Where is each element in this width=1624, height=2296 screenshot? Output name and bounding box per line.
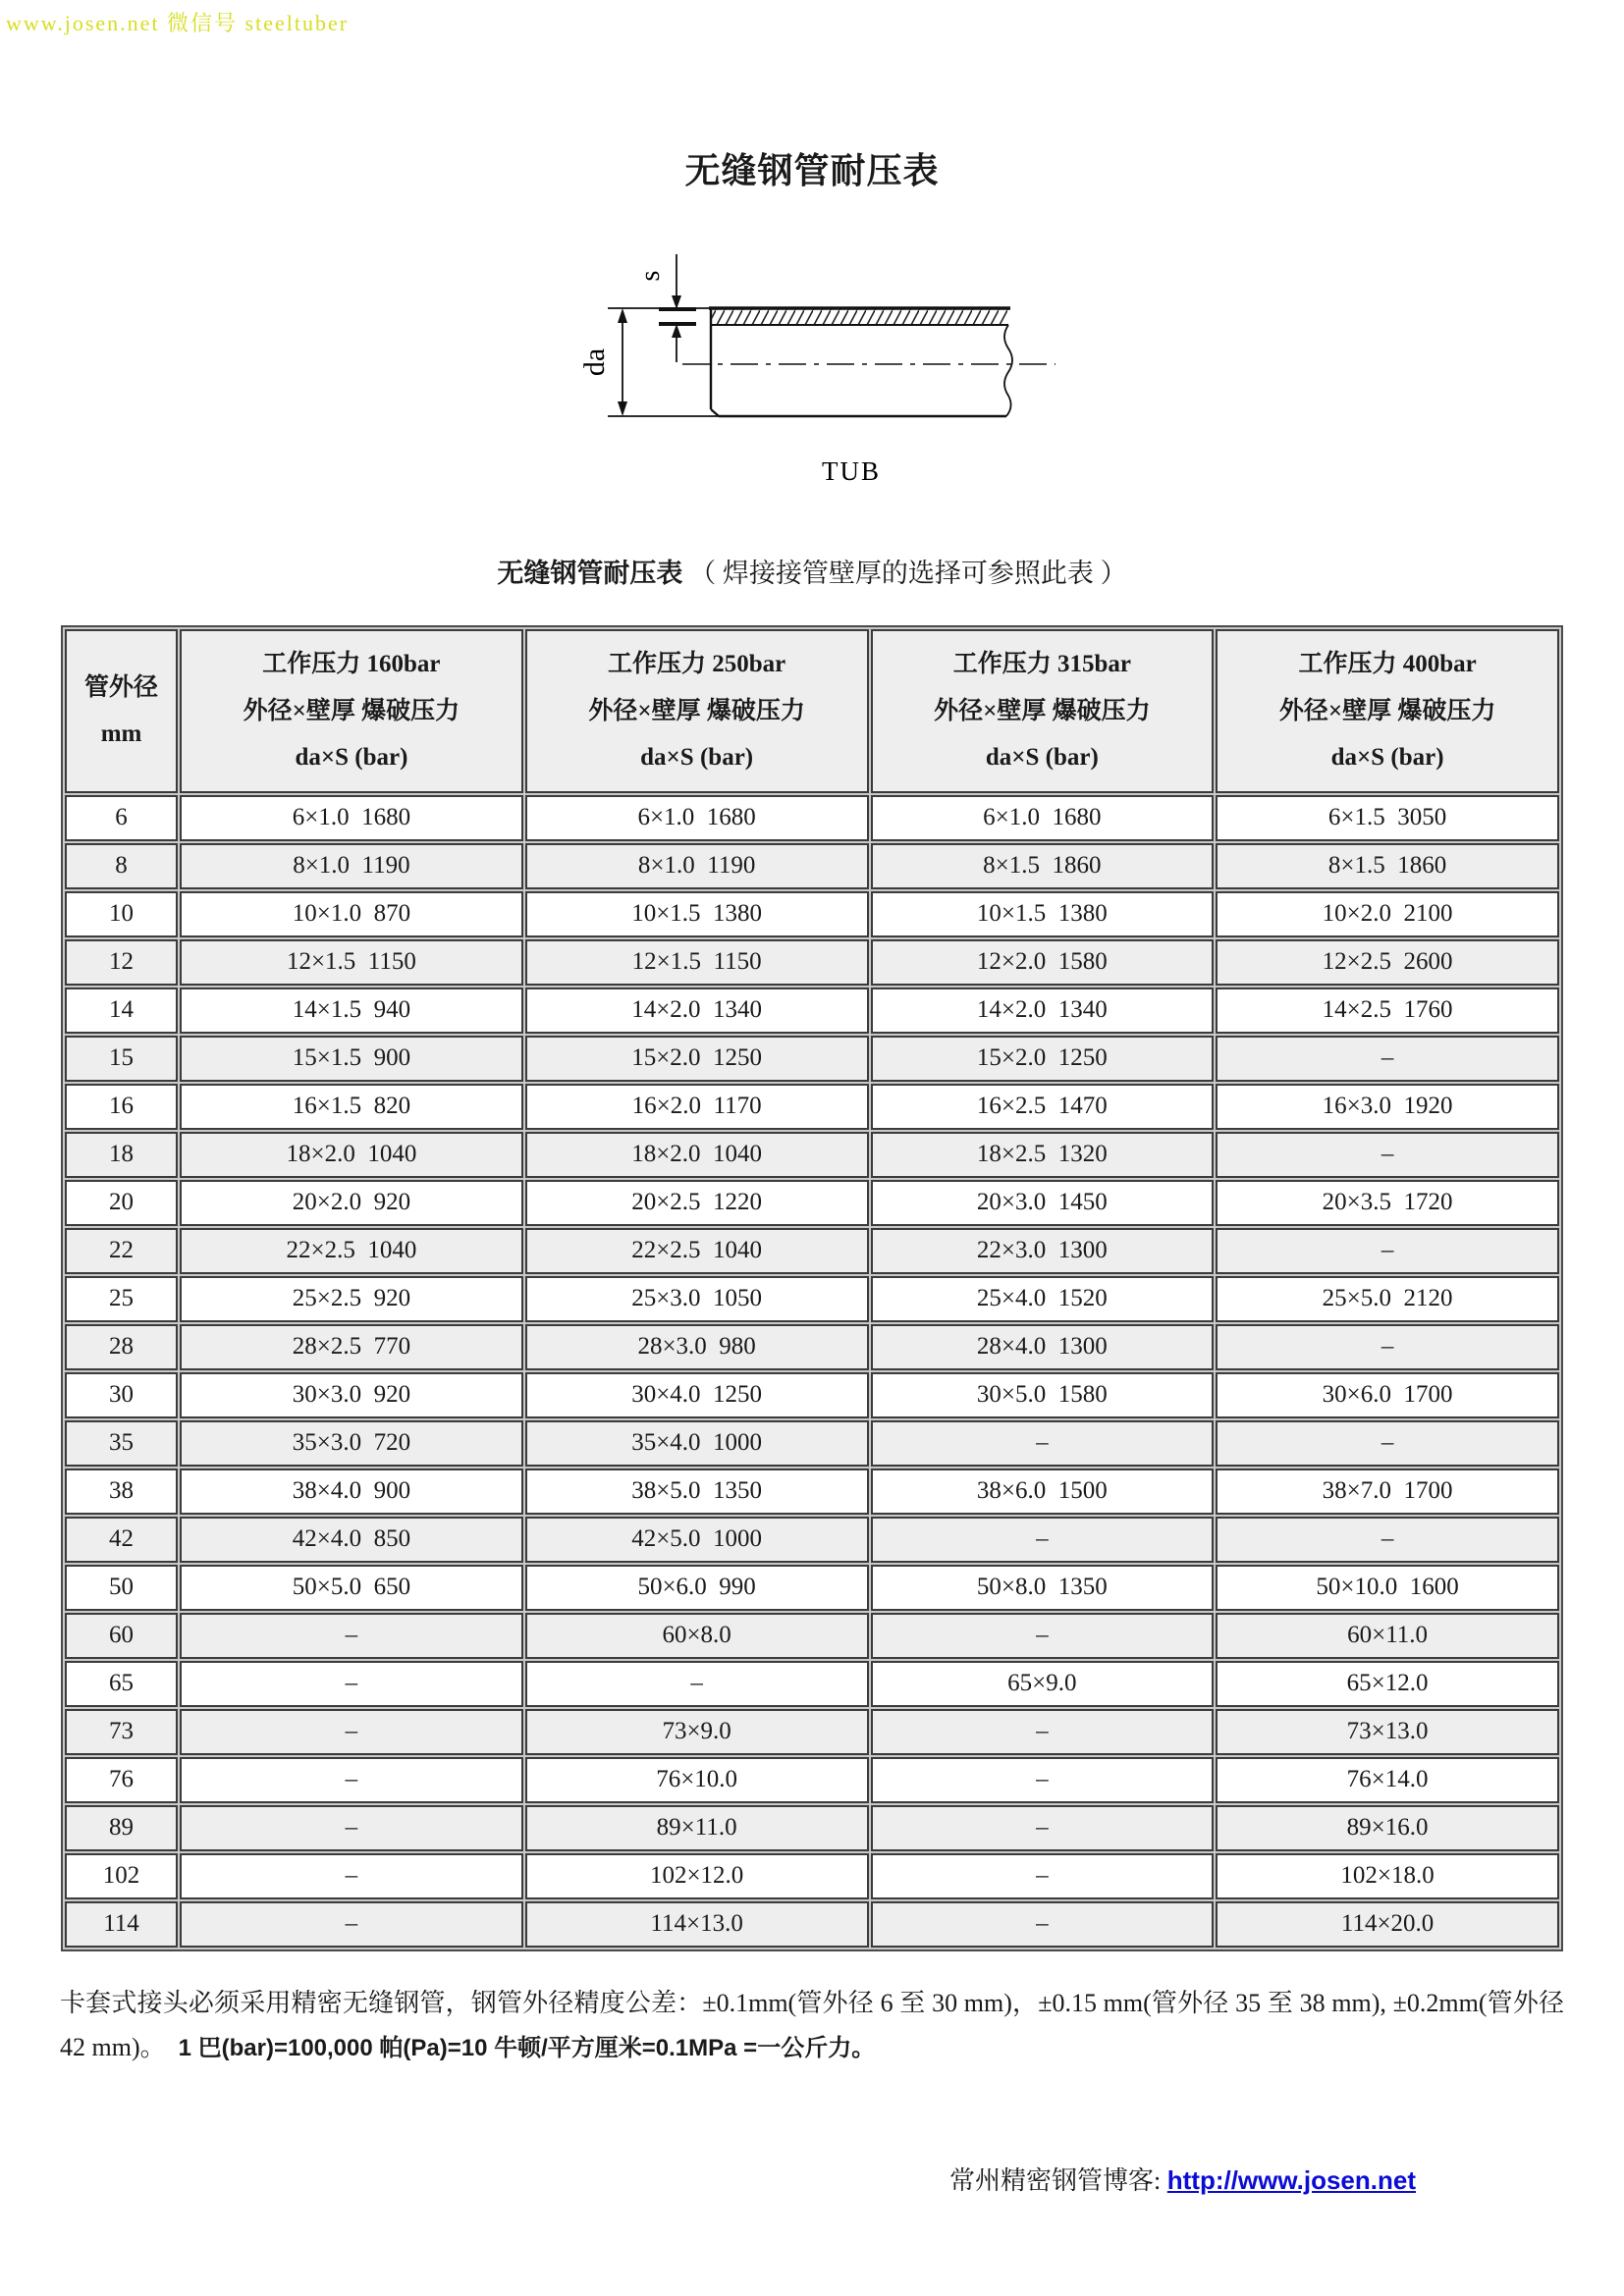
pressure-cell: 76×10.0 — [525, 1757, 869, 1803]
pressure-cell: 12×1.5 1150 — [180, 939, 523, 986]
pressure-cell: 22×2.5 1040 — [180, 1228, 523, 1274]
break-line — [1004, 325, 1012, 416]
od-cell: 60 — [65, 1613, 178, 1659]
pressure-cell: 25×4.0 1520 — [871, 1276, 1215, 1322]
da-label: da — [578, 347, 611, 377]
pressure-cell: 38×6.0 1500 — [871, 1468, 1215, 1515]
table-row — [65, 1084, 1559, 1130]
header-pressure: 工作压力 250bar — [608, 651, 786, 677]
od-cell: 25 — [65, 1276, 178, 1322]
pressure-cell: 65×9.0 — [871, 1661, 1215, 1707]
pressure-cell: – — [871, 1853, 1215, 1899]
pressure-cell: 25×5.0 2120 — [1216, 1276, 1559, 1322]
table-row — [65, 1228, 1559, 1274]
pressure-cell: 30×3.0 920 — [180, 1372, 523, 1418]
table-subtitle — [0, 552, 1624, 590]
od-cell: 73 — [65, 1709, 178, 1755]
subtitle-bold: 无缝钢管耐压表 — [497, 559, 683, 588]
od-cell: 114 — [65, 1901, 178, 1948]
pressure-cell: 60×8.0 — [525, 1613, 869, 1659]
header-units: da×S (bar) — [1330, 744, 1444, 771]
pressure-cell: – — [871, 1757, 1215, 1803]
pressure-cell: 6×1.5 3050 — [1216, 795, 1559, 841]
table-row — [65, 1276, 1559, 1322]
pressure-cell: 50×5.0 650 — [180, 1565, 523, 1611]
pressure-cell: 60×11.0 — [1216, 1613, 1559, 1659]
table-row — [65, 1901, 1559, 1948]
od-cell: 65 — [65, 1661, 178, 1707]
pressure-cell: 38×7.0 1700 — [1216, 1468, 1559, 1515]
table-row — [65, 1132, 1559, 1178]
column-header-od — [65, 629, 178, 793]
table-row — [65, 1805, 1559, 1851]
od-cell: 50 — [65, 1565, 178, 1611]
column-header-400bar — [1216, 629, 1559, 793]
table-row — [65, 1468, 1559, 1515]
pressure-cell: 89×16.0 — [1216, 1805, 1559, 1851]
pressure-cell: 30×4.0 1250 — [525, 1372, 869, 1418]
blog-link[interactable]: http://www.josen.net — [1166, 2164, 1416, 2195]
header-pressure: 工作压力 400bar — [1298, 651, 1477, 677]
pressure-cell: 25×2.5 920 — [180, 1276, 523, 1322]
footer-blog — [0, 2161, 1624, 2197]
pressure-cell: 16×2.5 1470 — [871, 1084, 1215, 1130]
od-cell: 89 — [65, 1805, 178, 1851]
pressure-cell: – — [1216, 1324, 1559, 1370]
od-cell: 16 — [65, 1084, 178, 1130]
od-cell: 6 — [65, 795, 178, 841]
s-label: s — [635, 270, 666, 282]
pressure-cell: – — [1216, 1517, 1559, 1563]
pressure-cell: – — [871, 1709, 1215, 1755]
pressure-cell: 18×2.0 1040 — [180, 1132, 523, 1178]
pressure-cell: 10×1.5 1380 — [525, 891, 869, 937]
pressure-cell: 16×1.5 820 — [180, 1084, 523, 1130]
pressure-cell: – — [1216, 1228, 1559, 1274]
pressure-cell: 14×2.0 1340 — [525, 988, 869, 1034]
od-cell: 76 — [65, 1757, 178, 1803]
od-cell: 30 — [65, 1372, 178, 1418]
pressure-cell: 65×12.0 — [1216, 1661, 1559, 1707]
header-formula: 外径×壁厚 爆破压力 — [934, 697, 1151, 724]
pressure-cell: – — [525, 1661, 869, 1707]
pressure-cell: 42×5.0 1000 — [525, 1517, 869, 1563]
pressure-cell: 30×5.0 1580 — [871, 1372, 1215, 1418]
od-cell: 8 — [65, 843, 178, 889]
pipe-diagram — [0, 227, 1624, 516]
pressure-cell: 50×10.0 1600 — [1216, 1565, 1559, 1611]
pressure-cell: 25×3.0 1050 — [525, 1276, 869, 1322]
pressure-cell: 76×14.0 — [1216, 1757, 1559, 1803]
pressure-cell: 22×3.0 1300 — [871, 1228, 1215, 1274]
table-row — [65, 1853, 1559, 1899]
pressure-cell: 38×5.0 1350 — [525, 1468, 869, 1515]
pressure-cell: 14×2.5 1760 — [1216, 988, 1559, 1034]
od-cell: 15 — [65, 1036, 178, 1082]
pressure-cell: 28×4.0 1300 — [871, 1324, 1215, 1370]
pressure-cell: 20×2.5 1220 — [525, 1180, 869, 1226]
pressure-cell: 6×1.0 1680 — [525, 795, 869, 841]
header-formula: 外径×壁厚 爆破压力 — [243, 697, 460, 724]
table-row — [65, 1565, 1559, 1611]
pressure-cell: 18×2.5 1320 — [871, 1132, 1215, 1178]
pressure-cell: – — [180, 1901, 523, 1948]
pressure-cell: 8×1.0 1190 — [525, 843, 869, 889]
od-cell: 42 — [65, 1517, 178, 1563]
pressure-cell: 8×1.5 1860 — [871, 843, 1215, 889]
pressure-cell: 8×1.0 1190 — [180, 843, 523, 889]
watermark: www.josen.net 微信号 steeltuber — [6, 11, 350, 35]
column-header-250bar — [525, 629, 869, 793]
table-row — [65, 1757, 1559, 1803]
table-row — [65, 843, 1559, 889]
header-formula: 外径×壁厚 爆破压力 — [1278, 697, 1496, 724]
pressure-cell: 102×12.0 — [525, 1853, 869, 1899]
pressure-cell: 16×2.0 1170 — [525, 1084, 869, 1130]
pressure-cell: – — [1216, 1132, 1559, 1178]
pressure-cell: 12×2.5 2600 — [1216, 939, 1559, 986]
table-row — [65, 795, 1559, 841]
pressure-cell: 18×2.0 1040 — [525, 1132, 869, 1178]
pressure-table — [61, 625, 1563, 1951]
od-cell: 14 — [65, 988, 178, 1034]
pressure-cell: 12×2.0 1580 — [871, 939, 1215, 986]
pressure-cell: 14×2.0 1340 — [871, 988, 1215, 1034]
pressure-cell: 16×3.0 1920 — [1216, 1084, 1559, 1130]
column-header-160bar — [180, 629, 523, 793]
pressure-cell: 38×4.0 900 — [180, 1468, 523, 1515]
pressure-cell: 35×3.0 720 — [180, 1420, 523, 1467]
pressure-cell: – — [1216, 1420, 1559, 1467]
unit-conversion-text: 1 巴(bar)=100,000 帕(Pa)=10 牛顿/平方厘米=0.1MPa =一公斤力。 — [178, 2035, 876, 2061]
table-row — [65, 1372, 1559, 1418]
pressure-cell: 8×1.5 1860 — [1216, 843, 1559, 889]
subtitle-rest: （ 焊接接管壁厚的选择可参照此表 ） — [682, 559, 1127, 588]
table-row — [65, 891, 1559, 937]
od-cell: 22 — [65, 1228, 178, 1274]
pressure-cell: – — [1216, 1036, 1559, 1082]
table-row — [65, 1661, 1559, 1707]
pressure-cell: – — [180, 1661, 523, 1707]
pressure-cell: 28×2.5 770 — [180, 1324, 523, 1370]
pressure-cell: – — [871, 1517, 1215, 1563]
od-cell: 28 — [65, 1324, 178, 1370]
pressure-cell: 89×11.0 — [525, 1805, 869, 1851]
pressure-cell: 73×13.0 — [1216, 1709, 1559, 1755]
table-row — [65, 1613, 1559, 1659]
od-cell: 102 — [65, 1853, 178, 1899]
header-formula: 外径×壁厚 爆破压力 — [588, 697, 805, 724]
tolerance-text: 卡套式接头必须采用精密无缝钢管，钢管外径精度公差：±0.1mm(管外径 6 至 30 mm)，±0.15 mm(管外径 35 至 38 mm), ±0.2mm(管外径 42 mm)。 — [60, 1988, 1564, 2061]
table-row — [65, 1324, 1559, 1370]
od-cell: 12 — [65, 939, 178, 986]
pressure-cell: – — [871, 1420, 1215, 1467]
header-units: da×S (bar) — [985, 744, 1099, 771]
pressure-cell: 30×6.0 1700 — [1216, 1372, 1559, 1418]
table-row — [65, 939, 1559, 986]
pressure-cell: 10×2.0 2100 — [1216, 891, 1559, 937]
od-header-line2: mm — [100, 721, 142, 748]
pressure-cell: 42×4.0 850 — [180, 1517, 523, 1563]
table-row — [65, 1709, 1559, 1755]
pressure-cell: 10×1.5 1380 — [871, 891, 1215, 937]
od-cell: 18 — [65, 1132, 178, 1178]
table-row — [65, 988, 1559, 1034]
pressure-cell: – — [180, 1613, 523, 1659]
pressure-cell: 15×1.5 900 — [180, 1036, 523, 1082]
pressure-cell: – — [180, 1757, 523, 1803]
od-cell: 38 — [65, 1468, 178, 1515]
tub-caption: TUB — [822, 456, 881, 486]
column-header-315bar — [871, 629, 1215, 793]
pressure-cell: 102×18.0 — [1216, 1853, 1559, 1899]
pressure-cell: – — [871, 1901, 1215, 1948]
table-row — [65, 1420, 1559, 1467]
od-cell: 20 — [65, 1180, 178, 1226]
pressure-cell: – — [180, 1853, 523, 1899]
pressure-cell: 15×2.0 1250 — [525, 1036, 869, 1082]
table-row — [65, 1517, 1559, 1563]
od-cell: 10 — [65, 891, 178, 937]
table-body — [65, 795, 1559, 1948]
table-row — [65, 1180, 1559, 1226]
od-cell: 35 — [65, 1420, 178, 1467]
pressure-cell: 6×1.0 1680 — [180, 795, 523, 841]
pressure-cell: 28×3.0 980 — [525, 1324, 869, 1370]
header-pressure: 工作压力 315bar — [952, 651, 1131, 677]
pressure-cell: 10×1.0 870 — [180, 891, 523, 937]
header-units: da×S (bar) — [295, 744, 408, 771]
pressure-cell: 6×1.0 1680 — [871, 795, 1215, 841]
pressure-cell: 12×1.5 1150 — [525, 939, 869, 986]
pressure-cell: 73×9.0 — [525, 1709, 869, 1755]
pressure-cell: – — [871, 1613, 1215, 1659]
tolerance-note — [60, 1981, 1564, 2070]
pressure-cell: – — [180, 1805, 523, 1851]
pressure-cell: 114×20.0 — [1216, 1901, 1559, 1948]
blog-label: 常州精密钢管博客: — [949, 2165, 1167, 2195]
tube-wall — [711, 309, 1008, 325]
pressure-cell: 14×1.5 940 — [180, 988, 523, 1034]
pressure-cell: 20×2.0 920 — [180, 1180, 523, 1226]
pressure-cell: 22×2.5 1040 — [525, 1228, 869, 1274]
pressure-cell: 20×3.0 1450 — [871, 1180, 1215, 1226]
pressure-cell: 20×3.5 1720 — [1216, 1180, 1559, 1226]
header-pressure: 工作压力 160bar — [262, 651, 441, 677]
pressure-cell: – — [871, 1805, 1215, 1851]
table-row — [65, 1036, 1559, 1082]
header-row — [65, 629, 1559, 793]
header-units: da×S (bar) — [640, 744, 754, 771]
pressure-cell: 114×13.0 — [525, 1901, 869, 1948]
pressure-cell: 35×4.0 1000 — [525, 1420, 869, 1467]
od-header-line1: 管外径 — [84, 673, 159, 701]
pressure-cell: 50×8.0 1350 — [871, 1565, 1215, 1611]
pressure-cell: – — [180, 1709, 523, 1755]
page-title: 无缝钢管耐压表 — [684, 151, 940, 190]
pressure-cell: 15×2.0 1250 — [871, 1036, 1215, 1082]
pipe-diagram-drawing — [557, 227, 1067, 511]
pressure-cell: 50×6.0 990 — [525, 1565, 869, 1611]
